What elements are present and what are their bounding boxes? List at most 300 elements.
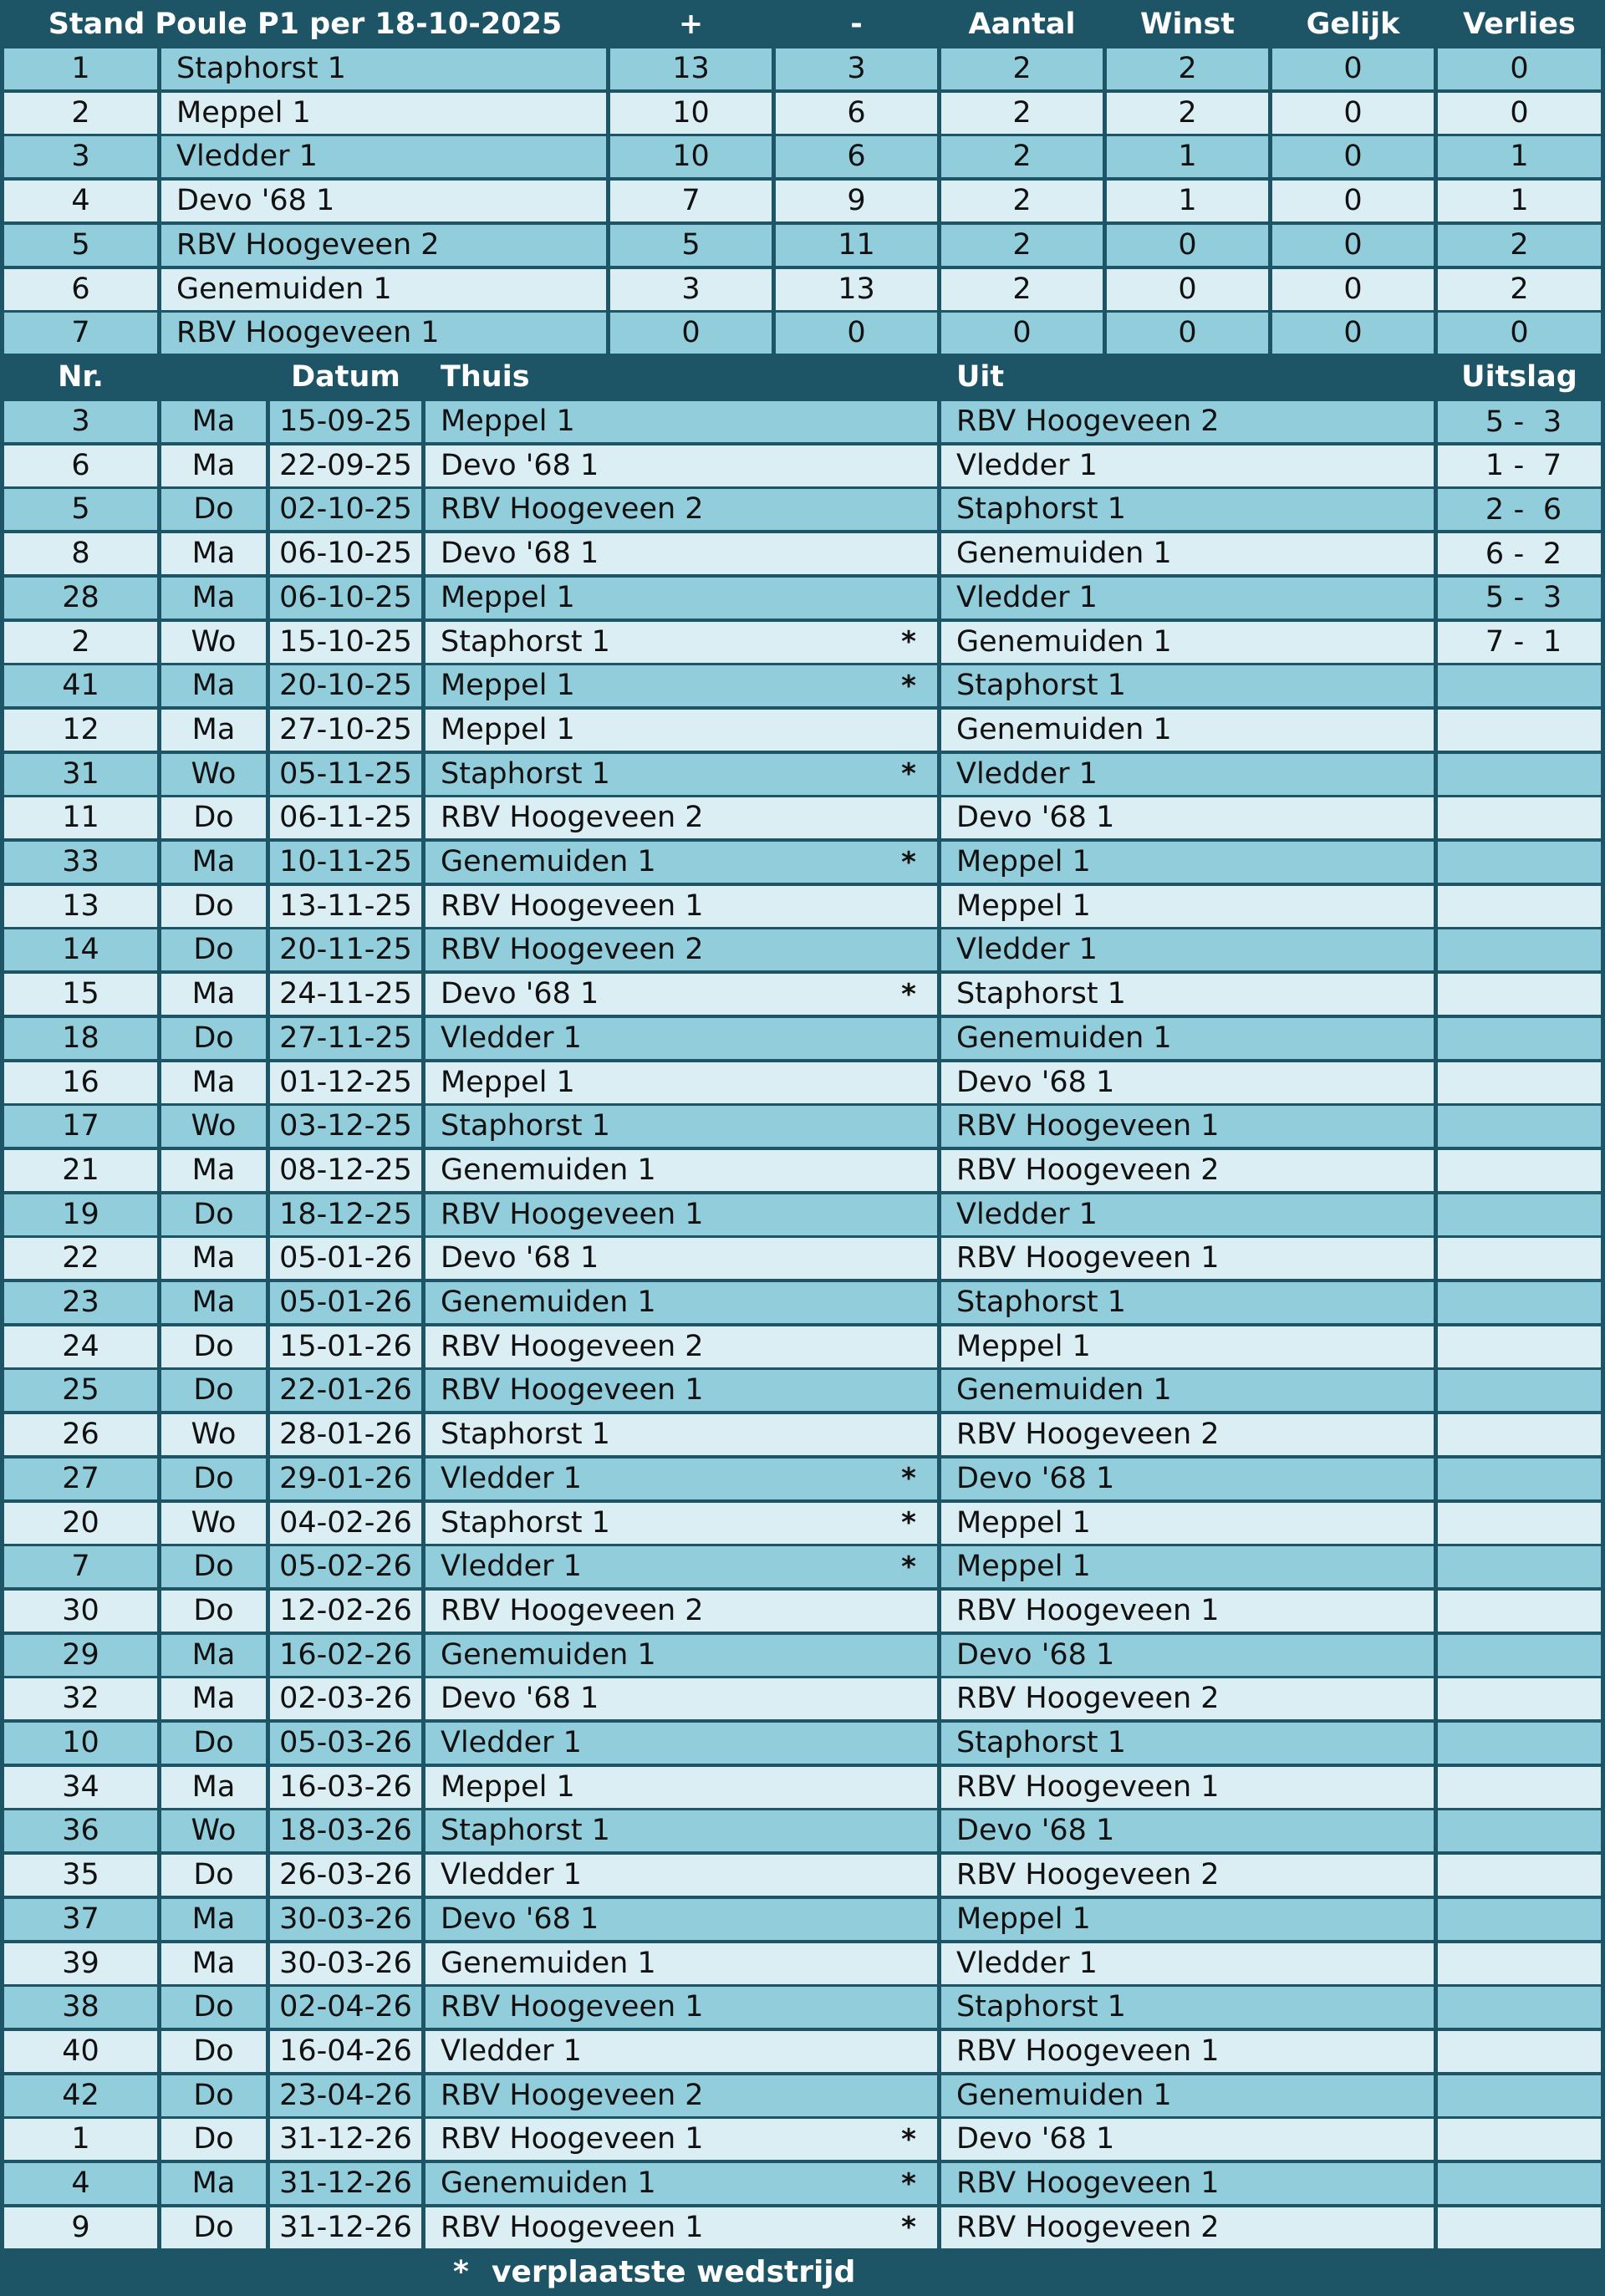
- schedule-thuis-cell: Genemuiden 1: [425, 1282, 937, 1323]
- relocated-asterisk: [892, 1678, 925, 1719]
- schedule-row: [4, 754, 1601, 795]
- standings-team-cell: Devo '68 1: [161, 181, 606, 221]
- relocated-asterisk: [892, 1943, 925, 1984]
- schedule-datum-cell: 29-01-26: [270, 1459, 421, 1499]
- schedule-uitslag-cell: [1438, 1018, 1601, 1059]
- schedule-thuis-cell: Genemuiden 1: [425, 842, 937, 883]
- schedule-datum-cell: 30-03-26: [270, 1943, 421, 1984]
- schedule-uitslag-cell: [1438, 1238, 1601, 1279]
- score-away: 2: [1542, 537, 1562, 571]
- schedule-row: [4, 1370, 1601, 1411]
- relocated-asterisk: [892, 2075, 925, 2116]
- schedule-thuis-cell: Staphorst 1: [425, 1503, 937, 1544]
- schedule-datum-cell: 18-12-25: [270, 1194, 421, 1235]
- relocated-asterisk: *: [901, 2211, 916, 2245]
- score-home: [1478, 1194, 1511, 1235]
- schedule-row: [4, 1767, 1601, 1808]
- schedule-row: [4, 401, 1601, 442]
- relocated-asterisk: [892, 1018, 925, 1059]
- score-away: 7: [1542, 449, 1562, 483]
- schedule-thuis-cell: RBV Hoogeveen 2: [425, 2075, 937, 2116]
- score-away: [1536, 1678, 1569, 1719]
- schedule-row: [4, 1546, 1601, 1587]
- schedule-uitslag-cell: [1438, 1678, 1601, 1719]
- schedule-thuis-cell: RBV Hoogeveen 1: [425, 1370, 937, 1411]
- schedule-uit-cell: Staphorst 1: [941, 974, 1434, 1015]
- schedule-datum-cell: 02-10-25: [270, 489, 421, 530]
- schedule-uitslag-cell: [1438, 2031, 1601, 2072]
- standings-aantal-cell: 2: [941, 136, 1103, 177]
- schedule-row: [4, 886, 1601, 927]
- standings-minus-cell: 11: [776, 225, 937, 266]
- schedule-dag-cell: Ma: [161, 1282, 266, 1323]
- score-home: [1478, 2207, 1511, 2248]
- standings-row: [4, 313, 1601, 354]
- schedule-nr-cell: 1: [4, 2119, 157, 2160]
- schedule-uitslag-cell: [1438, 886, 1601, 927]
- schedule-datum-cell: 27-10-25: [270, 710, 421, 751]
- score-separator: -: [1513, 405, 1525, 439]
- score-away: [1536, 1943, 1569, 1984]
- relocated-asterisk: *: [901, 625, 916, 659]
- schedule-uitslag-cell: [1438, 974, 1601, 1015]
- schedule-nr-cell: 16: [4, 1062, 157, 1103]
- schedule-uitslag-cell: [1438, 1987, 1601, 2028]
- schedule-nr-cell: 33: [4, 842, 157, 883]
- relocated-asterisk: [892, 797, 925, 838]
- schedule-uitslag-cell: [1438, 1106, 1601, 1147]
- schedule-dag-cell: Do: [161, 1546, 266, 1587]
- schedule-uit-cell: Devo '68 1: [941, 1062, 1434, 1103]
- schedule-uitslag-cell: [1438, 1370, 1601, 1411]
- standings-verlies-cell: 2: [1438, 269, 1601, 310]
- schedule-row: [4, 2119, 1601, 2160]
- schedule-datum-cell: 31-12-26: [270, 2119, 421, 2160]
- score-away: [1536, 886, 1569, 927]
- schedule-row: [4, 2207, 1601, 2248]
- score-home: [1478, 710, 1511, 751]
- schedule-thuis-cell: Vledder 1: [425, 1459, 937, 1499]
- schedule-nr-cell: 9: [4, 2207, 157, 2248]
- score-home: [1478, 1106, 1511, 1147]
- schedule-thuis-cell: Staphorst 1: [425, 622, 937, 663]
- schedule-thuis-cell: Vledder 1: [425, 1855, 937, 1896]
- score-separator: -: [1513, 492, 1525, 527]
- schedule-datum-cell: 10-11-25: [270, 842, 421, 883]
- col-aantal-header: Aantal: [968, 8, 1076, 41]
- schedule-datum-cell: 05-11-25: [270, 754, 421, 795]
- schedule-thuis-cell: Meppel 1: [425, 401, 937, 442]
- schedule-dag-cell: Do: [161, 929, 266, 970]
- score-away: [1536, 842, 1569, 883]
- schedule-datum-cell: 31-12-26: [270, 2207, 421, 2248]
- schedule-uitslag-cell: [1438, 1591, 1601, 1632]
- relocated-asterisk: [892, 1370, 925, 1411]
- schedule-uit-cell: Vledder 1: [941, 445, 1434, 486]
- standings-gelijk-cell: 0: [1272, 313, 1434, 354]
- schedule-uitslag-cell: [1438, 1326, 1601, 1367]
- col-nr-header: Nr.: [58, 360, 104, 394]
- relocated-asterisk: [892, 1899, 925, 1940]
- schedule-row: [4, 578, 1601, 619]
- schedule-dag-cell: Ma: [161, 665, 266, 706]
- schedule-uitslag-cell: [1438, 929, 1601, 970]
- standings-gelijk-cell: 0: [1272, 181, 1434, 221]
- schedule-datum-cell: 31-12-26: [270, 2163, 421, 2204]
- schedule-datum-cell: 13-11-25: [270, 886, 421, 927]
- standings-team-cell: Staphorst 1: [161, 48, 606, 89]
- schedule-thuis-cell: Devo '68 1: [425, 1899, 937, 1940]
- score-away: [1536, 974, 1569, 1015]
- standings-row: [4, 136, 1601, 177]
- schedule-row: [4, 1591, 1601, 1632]
- schedule-dag-cell: Ma: [161, 1899, 266, 1940]
- schedule-uitslag-cell: [1438, 1282, 1601, 1323]
- score-away: [1536, 1062, 1569, 1103]
- score-home: [1478, 2119, 1511, 2160]
- schedule-dag-cell: Do: [161, 489, 266, 530]
- schedule-row: [4, 622, 1601, 663]
- schedule-uit-cell: Genemuiden 1: [941, 1018, 1434, 1059]
- schedule-datum-cell: 23-04-26: [270, 2075, 421, 2116]
- score-home: [1478, 974, 1511, 1015]
- standings-gelijk-cell: 0: [1272, 93, 1434, 134]
- schedule-row: [4, 1062, 1601, 1103]
- schedule-uit-cell: Vledder 1: [941, 929, 1434, 970]
- score-separator: -: [1513, 449, 1525, 483]
- score-away: [1536, 1635, 1569, 1676]
- relocated-asterisk: [892, 710, 925, 751]
- schedule-row: [4, 445, 1601, 486]
- schedule-thuis-cell: Staphorst 1: [425, 1810, 937, 1851]
- schedule-datum-cell: 02-04-26: [270, 1987, 421, 2028]
- score-separator: -: [1513, 625, 1525, 659]
- relocated-asterisk: [892, 1855, 925, 1896]
- score-home: 6: [1485, 537, 1505, 571]
- schedule-thuis-cell: Vledder 1: [425, 1018, 937, 1059]
- score-home: [1478, 1370, 1511, 1411]
- schedule-nr-cell: 39: [4, 1943, 157, 1984]
- standings-winst-cell: 0: [1107, 313, 1268, 354]
- standings-row: [4, 181, 1601, 221]
- schedule-datum-cell: 15-09-25: [270, 401, 421, 442]
- standings-team-cell: Meppel 1: [161, 93, 606, 134]
- score-away: 6: [1542, 492, 1562, 527]
- schedule-thuis-cell: Genemuiden 1: [425, 1150, 937, 1191]
- standings-team-cell: Vledder 1: [161, 136, 606, 177]
- schedule-datum-cell: 27-11-25: [270, 1018, 421, 1059]
- score-home: [1478, 665, 1511, 706]
- relocated-asterisk: [892, 1987, 925, 2028]
- schedule-nr-cell: 32: [4, 1678, 157, 1719]
- score-away: [1536, 1723, 1569, 1764]
- score-home: [1478, 2031, 1511, 2072]
- schedule-uitslag-cell: [1438, 842, 1601, 883]
- score-away: [1536, 1899, 1569, 1940]
- relocated-asterisk: [892, 1238, 925, 1279]
- schedule-dag-cell: Ma: [161, 1062, 266, 1103]
- schedule-datum-cell: 16-03-26: [270, 1767, 421, 1808]
- score-home: 5: [1485, 581, 1505, 615]
- score-away: [1536, 1106, 1569, 1147]
- schedule-row: [4, 974, 1601, 1015]
- standings-header: [4, 4, 1601, 45]
- schedule-datum-cell: 15-01-26: [270, 1326, 421, 1367]
- standings-minus-cell: 3: [776, 48, 937, 89]
- score-home: [1478, 1723, 1511, 1764]
- schedule-dag-cell: Wo: [161, 754, 266, 795]
- score-away: [1536, 1370, 1569, 1411]
- score-away: [1536, 1414, 1569, 1455]
- score-away: 3: [1542, 581, 1562, 615]
- schedule-row: [4, 533, 1601, 574]
- score-away: [1536, 1326, 1569, 1367]
- standings-minus-cell: 6: [776, 93, 937, 134]
- relocated-asterisk: *: [901, 845, 916, 879]
- schedule-thuis-cell: RBV Hoogeveen 2: [425, 1591, 937, 1632]
- schedule-nr-cell: 38: [4, 1987, 157, 2028]
- schedule-thuis-cell: Vledder 1: [425, 1723, 937, 1764]
- standings-verlies-cell: 2: [1438, 225, 1601, 266]
- score-home: [1478, 797, 1511, 838]
- schedule-nr-cell: 24: [4, 1326, 157, 1367]
- standings-winst-cell: 2: [1107, 93, 1268, 134]
- schedule-nr-cell: 36: [4, 1810, 157, 1851]
- schedule-dag-cell: Do: [161, 886, 266, 927]
- relocated-asterisk: *: [901, 2122, 916, 2156]
- schedule-nr-cell: 23: [4, 1282, 157, 1323]
- schedule-thuis-cell: RBV Hoogeveen 1: [425, 1987, 937, 2028]
- schedule-uit-cell: Vledder 1: [941, 754, 1434, 795]
- schedule-dag-cell: Do: [161, 2207, 266, 2248]
- score-home: [1478, 1546, 1511, 1587]
- schedule-uitslag-cell: [1438, 2163, 1601, 2204]
- relocated-asterisk: [892, 1282, 925, 1323]
- relocated-asterisk: [892, 1767, 925, 1808]
- relocated-asterisk: [892, 1150, 925, 1191]
- schedule-datum-cell: 03-12-25: [270, 1106, 421, 1147]
- schedule-dag-cell: Ma: [161, 2163, 266, 2204]
- relocated-asterisk: [892, 489, 925, 530]
- schedule-nr-cell: 5: [4, 489, 157, 530]
- schedule-thuis-cell: Devo '68 1: [425, 533, 937, 574]
- schedule-uit-cell: RBV Hoogeveen 1: [941, 1767, 1434, 1808]
- schedule-datum-cell: 05-01-26: [270, 1282, 421, 1323]
- schedule-dag-cell: Wo: [161, 1106, 266, 1147]
- schedule-thuis-cell: Staphorst 1: [425, 1414, 937, 1455]
- standings-row: [4, 93, 1601, 134]
- schedule-datum-cell: 16-02-26: [270, 1635, 421, 1676]
- schedule-uit-cell: Vledder 1: [941, 578, 1434, 619]
- score-away: [1536, 929, 1569, 970]
- score-home: [1478, 754, 1511, 795]
- relocated-asterisk: [892, 1414, 925, 1455]
- schedule-row: [4, 1459, 1601, 1499]
- score-away: 1: [1542, 625, 1562, 659]
- score-home: [1478, 1678, 1511, 1719]
- schedule-row: [4, 1635, 1601, 1676]
- schedule-uitslag-cell: [1438, 1194, 1601, 1235]
- schedule-datum-cell: 28-01-26: [270, 1414, 421, 1455]
- schedule-thuis-cell: RBV Hoogeveen 1: [425, 1194, 937, 1235]
- schedule-datum-cell: 15-10-25: [270, 622, 421, 663]
- schedule-row: [4, 1899, 1601, 1940]
- schedule-datum-cell: 02-03-26: [270, 1678, 421, 1719]
- schedule-datum-cell: 01-12-25: [270, 1062, 421, 1103]
- schedule-uitslag-cell: [1438, 2207, 1601, 2248]
- schedule-thuis-cell: Devo '68 1: [425, 1238, 937, 1279]
- relocated-asterisk: [892, 445, 925, 486]
- score-home: 5: [1485, 405, 1505, 439]
- schedule-datum-cell: 22-09-25: [270, 445, 421, 486]
- score-home: [1478, 1459, 1511, 1499]
- standings-plus-cell: 5: [610, 225, 772, 266]
- score-home: [1478, 1810, 1511, 1851]
- schedule-nr-cell: 10: [4, 1723, 157, 1764]
- schedule-uitslag-cell: [1438, 1062, 1601, 1103]
- score-home: 2: [1485, 492, 1505, 527]
- score-home: [1478, 842, 1511, 883]
- standings-winst-cell: 2: [1107, 48, 1268, 89]
- schedule-uit-cell: RBV Hoogeveen 2: [941, 2207, 1434, 2248]
- standings-aantal-cell: 0: [941, 313, 1103, 354]
- schedule-header: [4, 357, 1601, 398]
- schedule-uitslag-cell: [1438, 1810, 1601, 1851]
- schedule-thuis-cell: RBV Hoogeveen 2: [425, 797, 937, 838]
- schedule-uitslag-cell: [1438, 1723, 1601, 1764]
- schedule-uitslag-cell: [1438, 1503, 1601, 1544]
- schedule-dag-cell: Wo: [161, 1414, 266, 1455]
- schedule-row: [4, 1282, 1601, 1323]
- schedule-nr-cell: 3: [4, 401, 157, 442]
- schedule-uitslag-cell: [1438, 1767, 1601, 1808]
- score-away: [1536, 2207, 1569, 2248]
- schedule-nr-cell: 2: [4, 622, 157, 663]
- schedule-row: [4, 2031, 1601, 2072]
- score-away: [1536, 1855, 1569, 1896]
- schedule-thuis-cell: Meppel 1: [425, 665, 937, 706]
- schedule-uit-cell: Devo '68 1: [941, 2119, 1434, 2160]
- schedule-dag-cell: Ma: [161, 842, 266, 883]
- schedule-dag-cell: Ma: [161, 1150, 266, 1191]
- schedule-dag-cell: Ma: [161, 710, 266, 751]
- score-away: [1536, 1767, 1569, 1808]
- schedule-dag-cell: Ma: [161, 445, 266, 486]
- schedule-datum-cell: 06-11-25: [270, 797, 421, 838]
- col-plus-header: +: [678, 8, 704, 41]
- score-away: [1536, 2075, 1569, 2116]
- col-thuis-header: Thuis: [441, 360, 530, 394]
- schedule-dag-cell: Ma: [161, 1678, 266, 1719]
- schedule-thuis-cell: Genemuiden 1: [425, 2163, 937, 2204]
- schedule-uitslag-cell: [1438, 1855, 1601, 1896]
- schedule-uit-cell: Devo '68 1: [941, 1635, 1434, 1676]
- standings-gelijk-cell: 0: [1272, 48, 1434, 89]
- schedule-datum-cell: 05-02-26: [270, 1546, 421, 1587]
- standings-pos-cell: 1: [4, 48, 157, 89]
- schedule-row: [4, 1106, 1601, 1147]
- schedule-row: [4, 2163, 1601, 2204]
- score-home: [1478, 1591, 1511, 1632]
- schedule-uit-cell: Staphorst 1: [941, 1987, 1434, 2028]
- col-verlies-header: Verlies: [1463, 8, 1576, 41]
- schedule-uitslag-cell: [1438, 710, 1601, 751]
- schedule-row: [4, 1810, 1601, 1851]
- standings-minus-cell: 6: [776, 136, 937, 177]
- relocated-asterisk: [892, 1723, 925, 1764]
- schedule-datum-cell: 20-11-25: [270, 929, 421, 970]
- schedule-nr-cell: 40: [4, 2031, 157, 2072]
- standings-pos-cell: 5: [4, 225, 157, 266]
- score-away: [1536, 2119, 1569, 2160]
- footer-asterisk: *: [453, 2255, 469, 2289]
- schedule-thuis-cell: Staphorst 1: [425, 754, 937, 795]
- relocated-asterisk: *: [901, 977, 916, 1011]
- schedule-nr-cell: 21: [4, 1150, 157, 1191]
- standings-pos-cell: 2: [4, 93, 157, 134]
- schedule-datum-cell: 24-11-25: [270, 974, 421, 1015]
- schedule-dag-cell: Ma: [161, 1635, 266, 1676]
- schedule-uitslag-cell: [1438, 1546, 1601, 1587]
- schedule-thuis-cell: RBV Hoogeveen 2: [425, 1326, 937, 1367]
- standings-plus-cell: 7: [610, 181, 772, 221]
- score-away: 3: [1542, 405, 1562, 439]
- schedule-nr-cell: 11: [4, 797, 157, 838]
- relocated-asterisk: *: [901, 2166, 916, 2201]
- schedule-nr-cell: 28: [4, 578, 157, 619]
- relocated-asterisk: [892, 1810, 925, 1851]
- standings-row: [4, 225, 1601, 266]
- schedule-nr-cell: 31: [4, 754, 157, 795]
- schedule-thuis-cell: RBV Hoogeveen 1: [425, 2119, 937, 2160]
- score-away: [1536, 1546, 1569, 1587]
- schedule-thuis-cell: RBV Hoogeveen 1: [425, 886, 937, 927]
- standings-aantal-cell: 2: [941, 225, 1103, 266]
- col-uitslag-header: Uitslag: [1461, 360, 1577, 394]
- score-home: [1478, 1503, 1511, 1544]
- schedule-datum-cell: 16-04-26: [270, 2031, 421, 2072]
- standings-minus-cell: 0: [776, 313, 937, 354]
- schedule-nr-cell: 14: [4, 929, 157, 970]
- standings-aantal-cell: 2: [941, 181, 1103, 221]
- standings-winst-cell: 0: [1107, 269, 1268, 310]
- score-home: [1478, 1414, 1511, 1455]
- schedule-uitslag-cell: [1438, 1635, 1601, 1676]
- standings-pos-cell: 7: [4, 313, 157, 354]
- relocated-asterisk: [892, 578, 925, 619]
- schedule-dag-cell: Wo: [161, 1503, 266, 1544]
- standings-title: Stand Poule P1 per 18-10-2025: [48, 8, 563, 41]
- score-away: [1536, 1150, 1569, 1191]
- relocated-asterisk: *: [901, 1550, 916, 1584]
- score-home: [1478, 1943, 1511, 1984]
- schedule-nr-cell: 6: [4, 445, 157, 486]
- schedule-dag-cell: Do: [161, 2075, 266, 2116]
- schedule-uit-cell: Meppel 1: [941, 1326, 1434, 1367]
- schedule-uit-cell: Staphorst 1: [941, 1282, 1434, 1323]
- standings-row: [4, 48, 1601, 89]
- schedule-nr-cell: 26: [4, 1414, 157, 1455]
- schedule-nr-cell: 34: [4, 1767, 157, 1808]
- schedule-nr-cell: 30: [4, 1591, 157, 1632]
- schedule-uit-cell: RBV Hoogeveen 2: [941, 1150, 1434, 1191]
- schedule-uit-cell: RBV Hoogeveen 1: [941, 2031, 1434, 2072]
- schedule-nr-cell: 17: [4, 1106, 157, 1147]
- score-away: [1536, 1018, 1569, 1059]
- schedule-uit-cell: Staphorst 1: [941, 1723, 1434, 1764]
- score-away: [1536, 1987, 1569, 2028]
- schedule-nr-cell: 25: [4, 1370, 157, 1411]
